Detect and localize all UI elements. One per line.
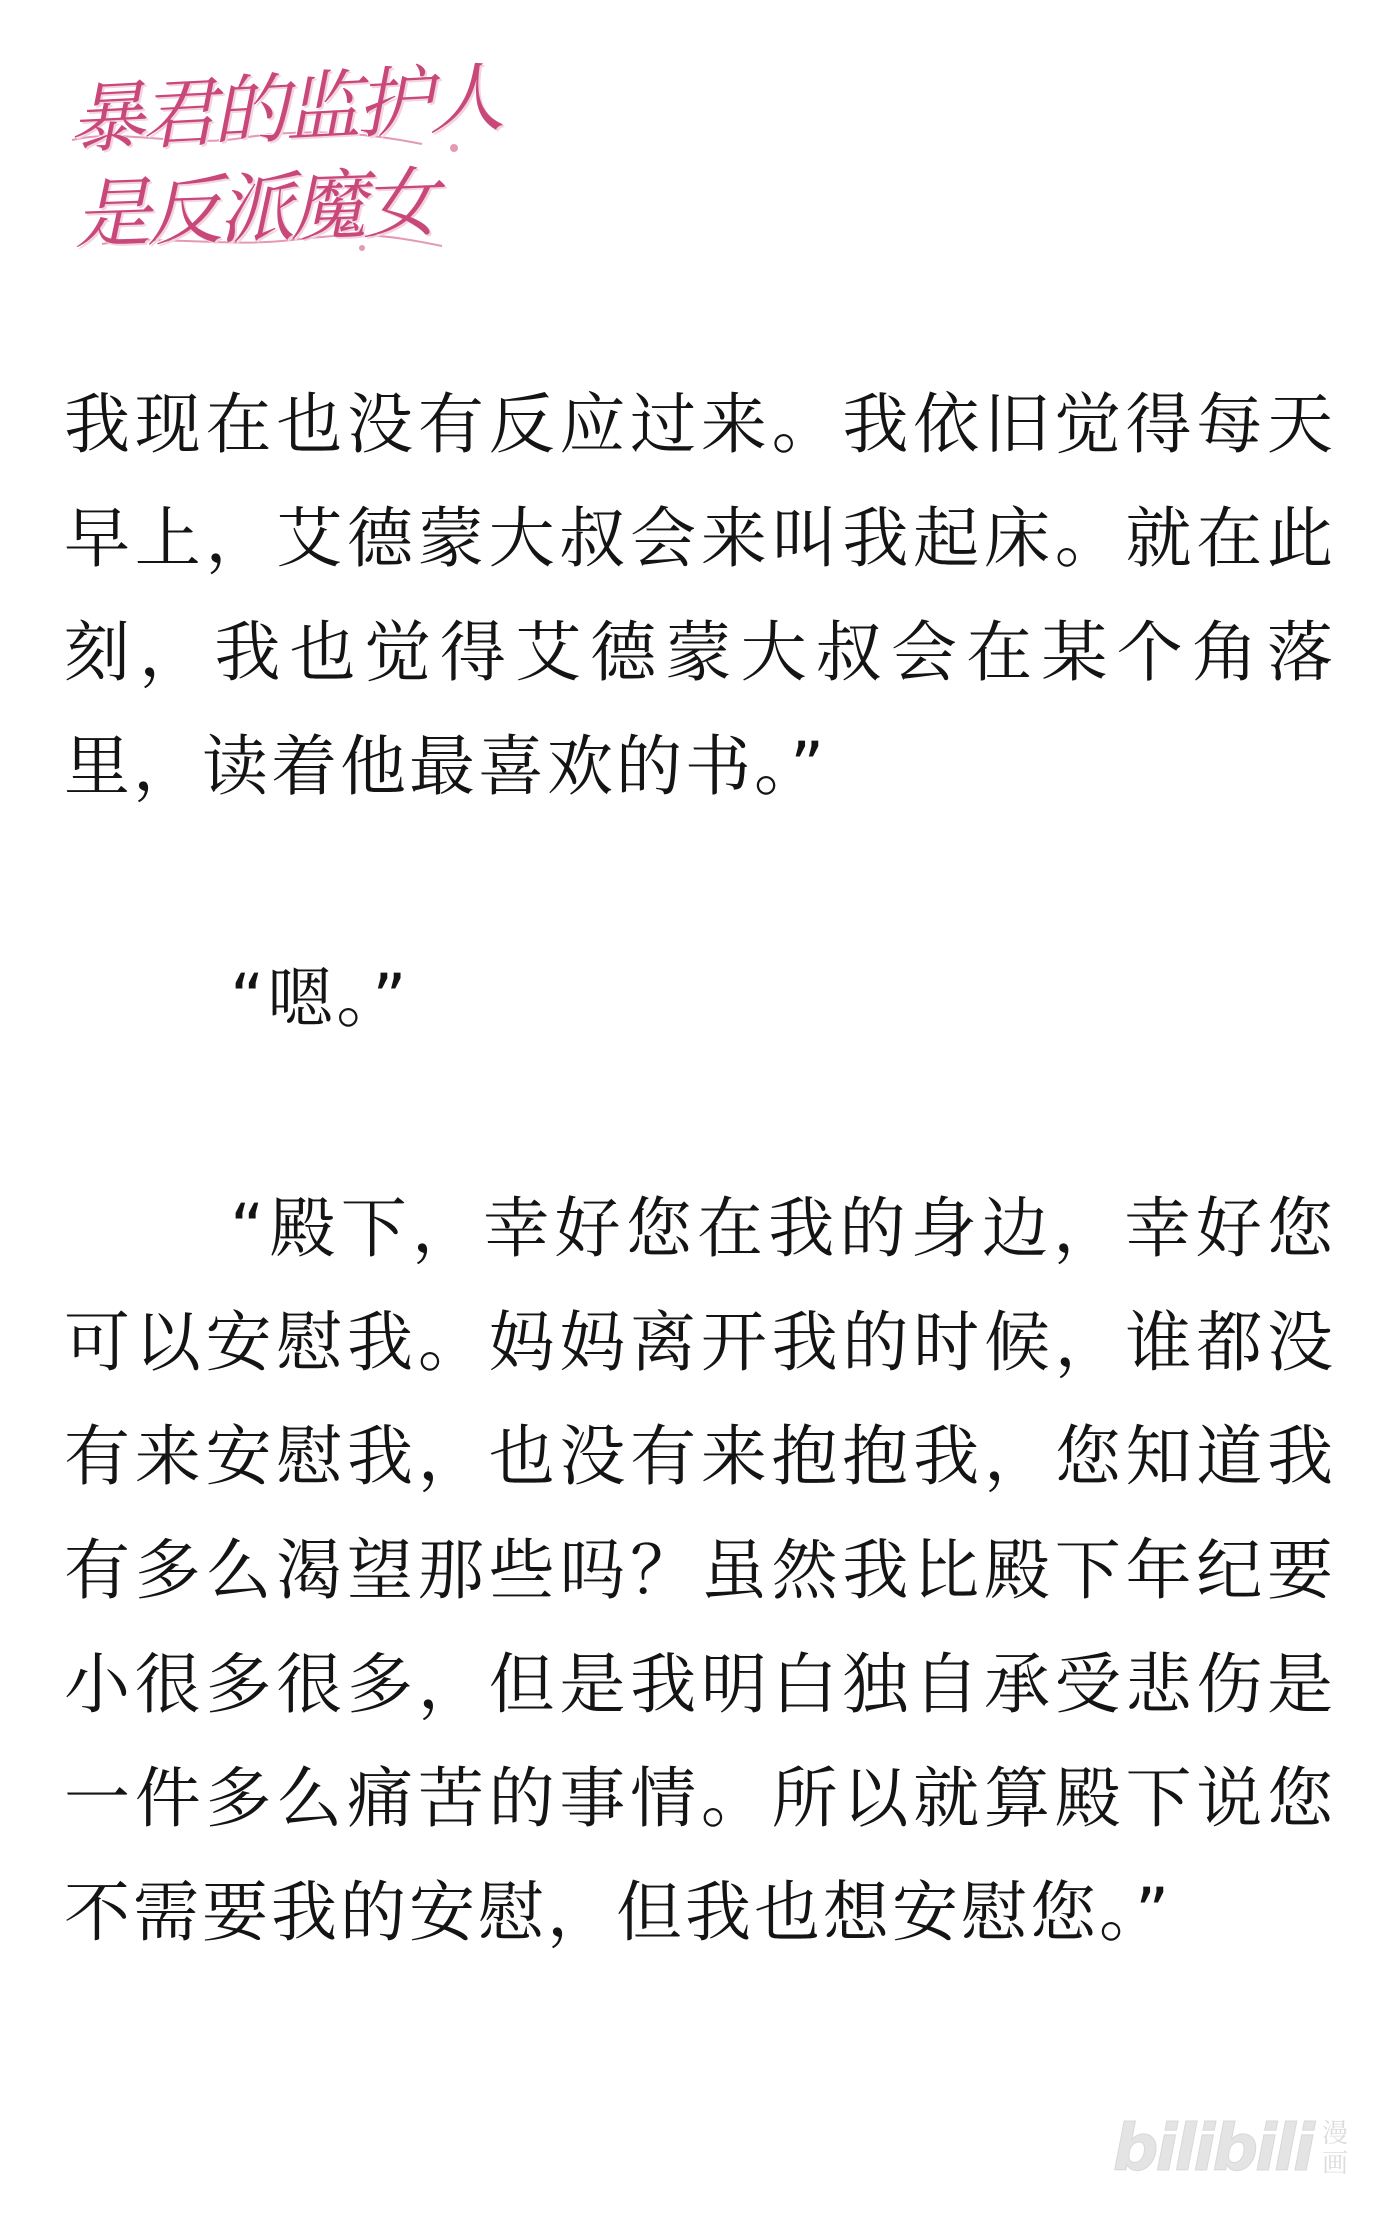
watermark-sub-bottom: 画 — [1321, 2149, 1348, 2179]
paragraph-1: 我现在也没有反应过来。我依旧觉得每天早上，艾德蒙大叔会来叫我起床。就在此刻，我也觉得艾德蒙大叔会在某个角落里，读着他最喜欢的书。” — [64, 386, 1336, 805]
paragraph-spacer — [64, 824, 1336, 942]
logo-title-line-2: 是反派魔女 — [72, 157, 436, 260]
paragraph-spacer — [64, 1056, 1336, 1172]
watermark-sub — [1322, 2119, 1348, 2179]
logo-title-line-1: 暴君的监护人 — [66, 52, 503, 165]
comic-title-logo — [62, 48, 503, 260]
paragraph-3: “殿下，幸好您在我的身边，幸好您可以安慰我。妈妈离开我的时候，谁都没有来安慰我，也没有来抱抱我，您知道我有多么渴望那些吗？虽然我比殿下年纪要小很多很多，但是我明白独自承受悲伤是一件多么痛苦的事情。所以就算殿下说您不需要我的安慰，但我也想安慰您。” — [64, 1190, 1336, 1951]
bilibili-comics-watermark — [1113, 2112, 1348, 2186]
watermark-brand: bilibili — [1112, 2112, 1312, 2186]
paragraph-2: “嗯。” — [230, 960, 410, 1037]
watermark-sub-top: 漫 — [1321, 2119, 1348, 2149]
story-text-body — [64, 368, 1336, 1970]
